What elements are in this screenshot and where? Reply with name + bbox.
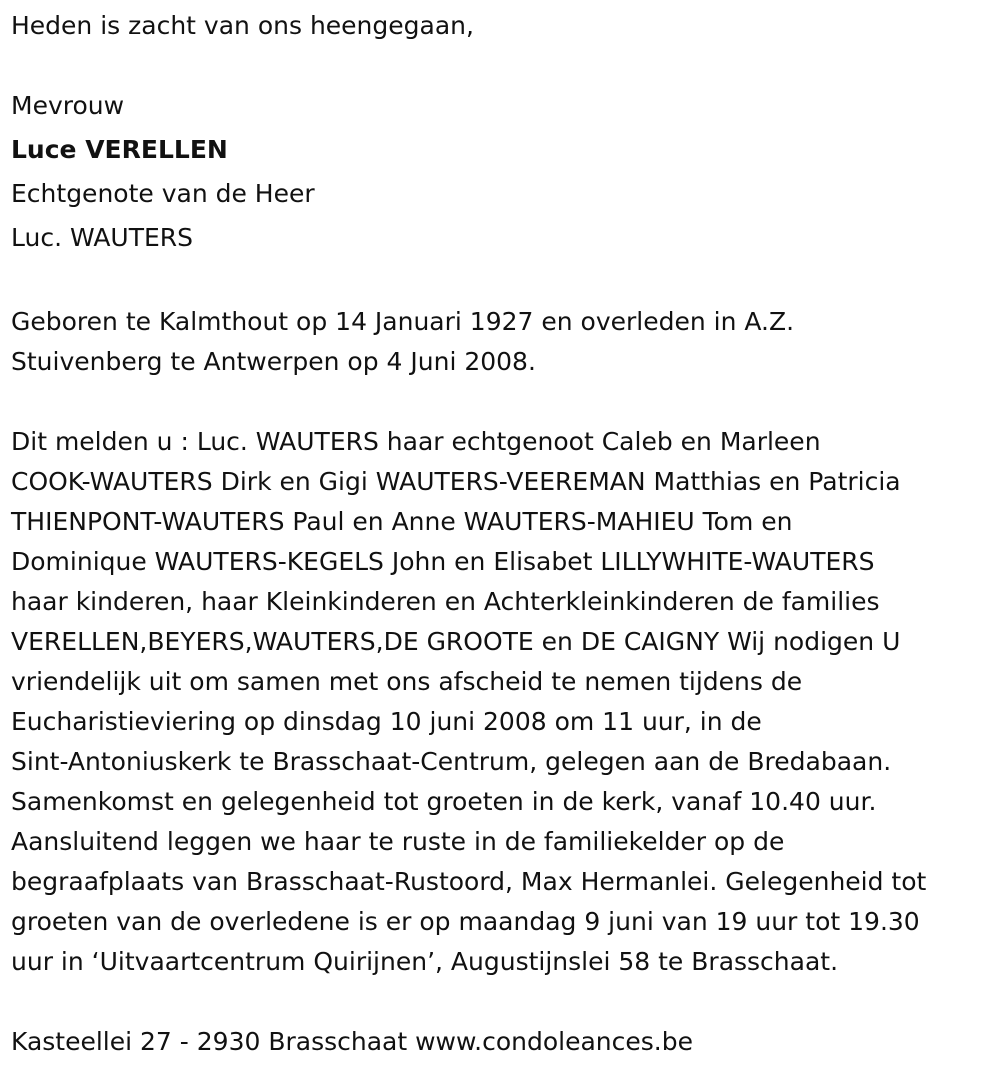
announcement-line: VERELLEN,BEYERS,WAUTERS,DE GROOTE en DE CAIGNY Wij nodigen U <box>11 627 901 656</box>
announcement-line: Sint-Antoniuskerk te Brasschaat-Centrum, gelegen aan de Bredabaan. <box>11 747 892 776</box>
obituary-document <box>11 6 996 1062</box>
announcement-line: Aansluitend leggen we haar te ruste in de familiekelder op de <box>11 827 785 856</box>
announcement-line: Samenkomst en gelegenheid tot groeten in de kerk, vanaf 10.40 uur. <box>11 787 877 816</box>
opening-line: Heden is zacht van ons heengegaan, <box>11 11 474 40</box>
birth-death-paragraph <box>11 302 996 382</box>
birth-death-line: Geboren te Kalmthout op 14 Januari 1927 en overleden in A.Z. <box>11 307 795 336</box>
announcement-line: COOK-WAUTERS Dirk en Gigi WAUTERS-VEEREMAN Matthias en Patricia <box>11 467 901 496</box>
announcement-line: haar kinderen, haar Kleinkinderen en Achterkleinkinderen de families <box>11 587 880 616</box>
announcement-line: vriendelijk uit om samen met ons afscheid te nemen tijdens de <box>11 667 803 696</box>
announcement-line: groeten van de overledene is er op maandag 9 juni van 19 uur tot 19.30 <box>11 907 920 936</box>
announcement-line: begraafplaats van Brasschaat-Rustoord, Max Hermanlei. Gelegenheid tot <box>11 867 927 896</box>
announcement-line: uur in ‘Uitvaartcentrum Quirijnen’, Augustijnslei 58 te Brasschaat. <box>11 947 839 976</box>
announcement-line: THIENPONT-WAUTERS Paul en Anne WAUTERS-MAHIEU Tom en <box>11 507 793 536</box>
deceased-name: Luce VERELLEN <box>11 135 228 164</box>
announcement-line: Dominique WAUTERS-KEGELS John en Elisabet LILLYWHITE-WAUTERS <box>11 547 875 576</box>
spouse-name: Luc. WAUTERS <box>11 223 194 252</box>
announcement-line: Eucharistieviering op dinsdag 10 juni 2008 om 11 uur, in de <box>11 707 762 736</box>
birth-death-line: Stuivenberg te Antwerpen op 4 Juni 2008. <box>11 347 536 376</box>
announcement-paragraph <box>11 422 996 982</box>
footer-address: Kasteellei 27 - 2930 Brasschaat www.condoleances.be <box>11 1027 693 1056</box>
announcement-line: Dit melden u : Luc. WAUTERS haar echtgenoot Caleb en Marleen <box>11 427 821 456</box>
spouse-label: Echtgenote van de Heer <box>11 179 315 208</box>
honorific: Mevrouw <box>11 91 125 120</box>
